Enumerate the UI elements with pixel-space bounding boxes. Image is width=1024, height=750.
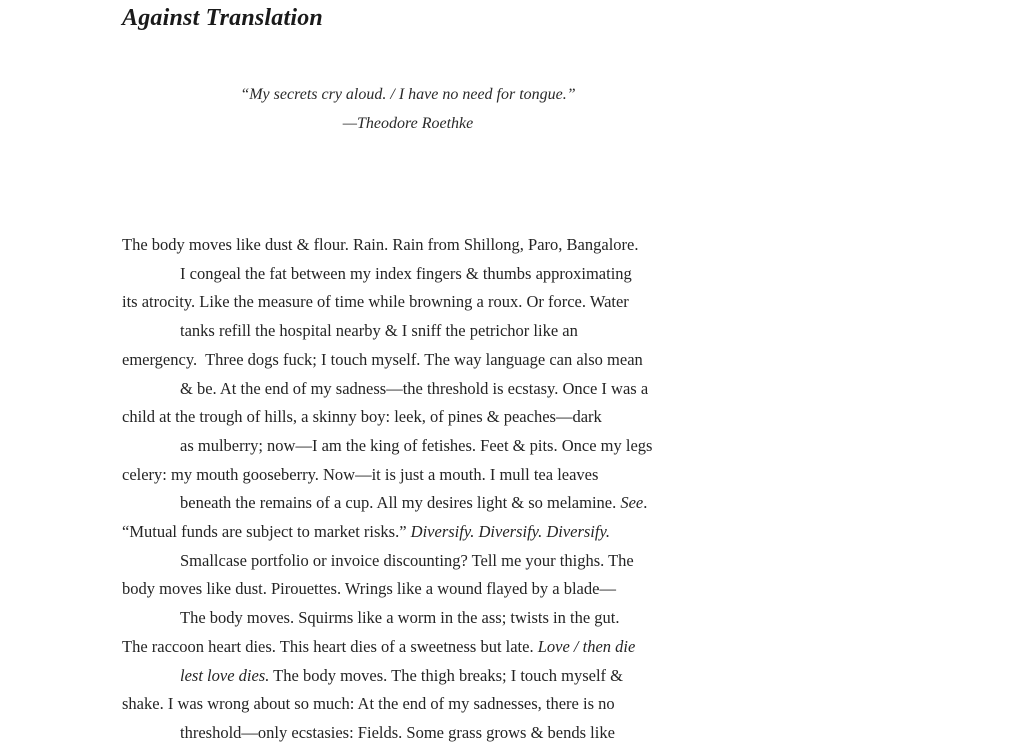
poem-line bbox=[122, 719, 762, 748]
poem-line-segment: The body moves like dust & flour. Rain. Rain from Shillong, Paro, Bangalore. bbox=[122, 235, 639, 254]
poem-line bbox=[122, 403, 762, 432]
poem-line bbox=[122, 518, 762, 547]
poem-line-segment: threshold—only ecstasies: Fields. Some grass grows & bends like bbox=[180, 722, 615, 742]
poem-title: Against Translation bbox=[122, 5, 323, 31]
poem-line bbox=[122, 575, 762, 604]
poem-line-italic-segment: See bbox=[620, 493, 644, 513]
poem-line-segment: its atrocity. Like the measure of time while browning a roux. Or force. Water bbox=[122, 292, 629, 312]
poem-line-segment: celery: my mouth gooseberry. Now—it is just a mouth. I mull tea leaves bbox=[122, 464, 599, 484]
poem-line-italic-segment: lest love dies. bbox=[180, 665, 270, 685]
poem-line bbox=[122, 547, 762, 576]
poem-line-segment: & be. At the end of my sadness—the threshold is ecstasy. Once I was a bbox=[180, 378, 649, 398]
epigraph-quote: “My secrets cry aloud. / I have no need for tongue.” bbox=[240, 86, 576, 103]
poem-line-segment: Smallcase portfolio or invoice discounting? Tell me your thighs. The bbox=[180, 550, 634, 570]
poem-line-segment: beneath the remains of a cup. All my desires light & so melamine. bbox=[180, 493, 621, 513]
poem-line-segment: as mulberry; now—I am the king of fetishes. Feet & pits. Once my legs bbox=[180, 435, 653, 455]
epigraph-attribution: —Theodore Roethke bbox=[342, 115, 474, 132]
poem-line-segment: emergency. Three dogs fuck; I touch myself. The way language can also mean bbox=[122, 349, 643, 369]
poem-line bbox=[122, 317, 762, 346]
poem-line bbox=[122, 375, 762, 404]
poem-line bbox=[122, 346, 762, 375]
poem-line-segment: tanks refill the hospital nearby & I sniff the petrichor like an bbox=[180, 321, 578, 341]
poem-line-segment: The body moves. Squirms like a worm in the ass; twists in the gut. bbox=[180, 608, 620, 628]
poem-line bbox=[122, 260, 762, 289]
poem-line-segment: shake. I was wrong about so much: At the end of my sadnesses, there is no bbox=[122, 694, 615, 714]
poem-line bbox=[122, 690, 762, 719]
poem-lines bbox=[122, 231, 762, 748]
poem-line bbox=[122, 432, 762, 461]
poem-line-segment: body moves like dust. Pirouettes. Wrings like a wound flayed by a blade— bbox=[122, 579, 616, 599]
poem-line-segment: The raccoon heart dies. This heart dies of a sweetness but late. bbox=[122, 636, 538, 656]
poem-line bbox=[122, 604, 762, 633]
poem-line-segment: The body moves. The thigh breaks; I touch myself & bbox=[269, 665, 623, 685]
epigraph bbox=[122, 80, 694, 138]
poem-line bbox=[122, 288, 762, 317]
poem-line bbox=[122, 461, 762, 490]
poem-line-segment: . bbox=[643, 493, 648, 513]
poem-line bbox=[122, 662, 762, 691]
poem-line-segment: “Mutual funds are subject to market risks.” bbox=[122, 522, 411, 542]
poem-line bbox=[122, 231, 762, 260]
poem-line bbox=[122, 633, 762, 662]
poem-line bbox=[122, 489, 762, 518]
poem-line-segment: child at the trough of hills, a skinny boy: leek, of pines & peaches—dark bbox=[122, 407, 602, 427]
poem-line-italic-segment: Love / then die bbox=[537, 636, 636, 656]
poem-line-italic-segment: Diversify. Diversify. Diversify. bbox=[410, 522, 611, 542]
poem-line-segment: I congeal the fat between my index fingers & thumbs approximating bbox=[180, 263, 632, 283]
